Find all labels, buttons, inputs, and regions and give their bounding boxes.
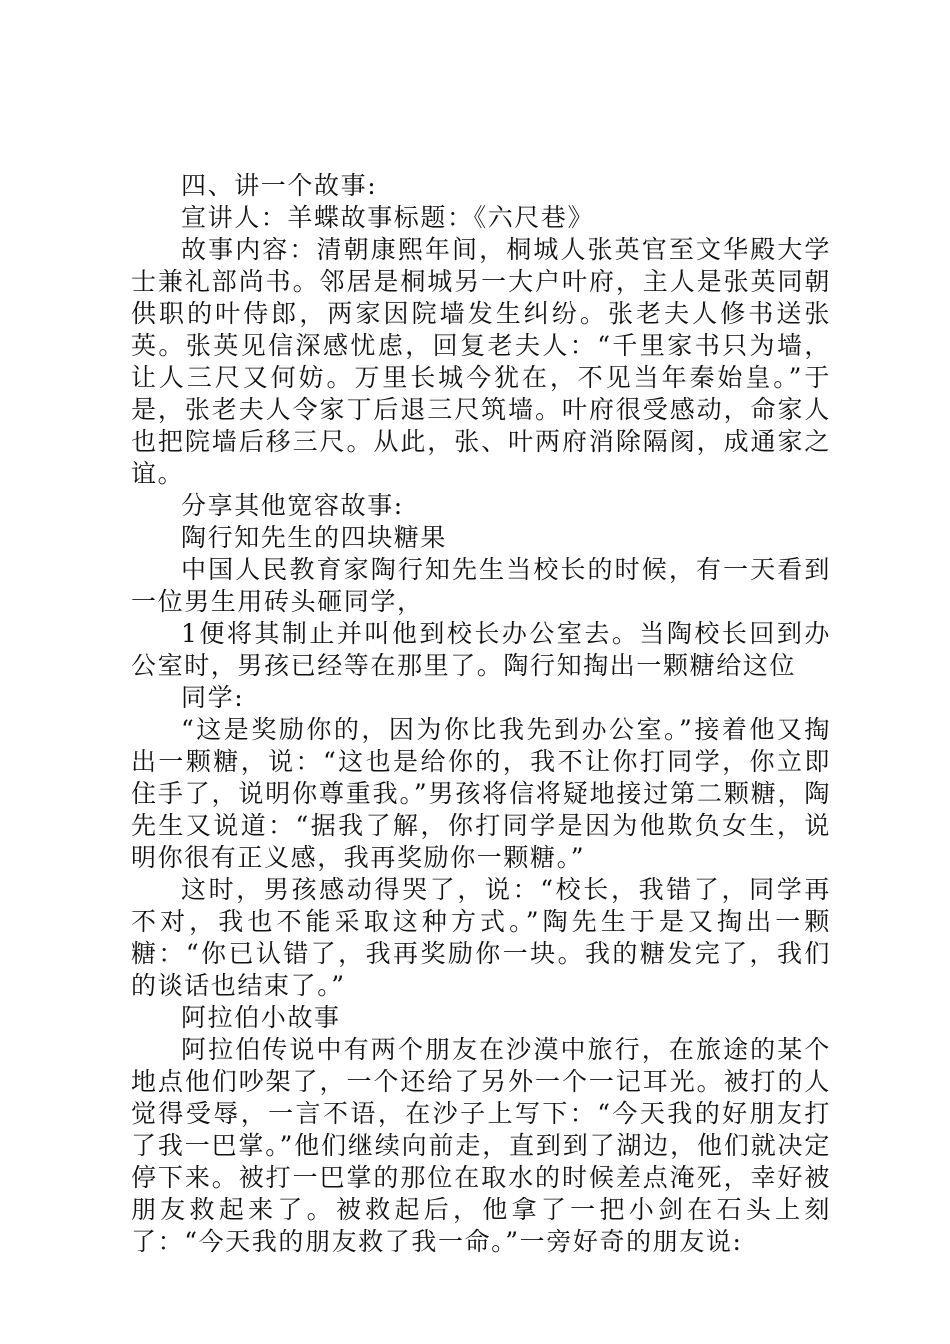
document-body xyxy=(131,170,831,1258)
subheading-other-stories: 分享其他宽容故事: xyxy=(181,491,404,520)
story-paragraph: 中国人民教育家陶行知先生当校长的时候，有一天看到一位男生用砖头砸同学， xyxy=(131,555,831,616)
story-content-paragraph: 故事内容：清朝康熙年间，桐城人张英官至文华殿大学士兼礼部尚书。邻居是桐城另一大户叶府，主人是张英同朝供职的叶侍郎，两家因院墙发生纠纷。张老夫人修书送张英。张英见信深感忧虑，回复老夫人：“千里家书只为墙，让人三尺又何妨。万里长城今犹在，不见当年秦始皇。”于是，张老夫人令家丁后退三尺筑墙。叶府很受感动，命家人也把院墙后移三尺。从此，张、叶两府消除隔阂，成通家之谊。 xyxy=(131,235,831,488)
story-paragraph: 阿拉伯传说中有两个朋友在沙漠中旅行，在旅途的某个地点他们吵架了，一个还给了另外一个一记耳光。被打的人觉得受辱，一言不语，在沙子上写下：“今天我的好朋友打了我一巴掌。”他们继续向前走，直到到了湖边，他们就决定停下来。被打一巴掌的那位在取水的时候差点淹死，幸好被朋友救起来了。被救起后，他拿了一把小剑在石头上刻了：“今天我的朋友救了我一命。”一旁好奇的朋友说: xyxy=(131,1035,831,1256)
story-paragraph: “这是奖励你的，因为你比我先到办公室。”接着他又掏出一颗糖，说：“这也是给你的，我不让你打同学，你立即住手了，说明你尊重我。”男孩将信将疑地接过第二颗糖，陶先生又说道：“据我了解，你打同学是因为他欺负女生，说明你很有正义感，我再奖励你一颗糖。” xyxy=(131,715,831,872)
story-paragraph: 这时，男孩感动得哭了，说：“校长，我错了，同学再不对，我也不能采取这种方式。”陶先生于是又掏出一颗糖：“你已认错了，我再奖励你一块。我的糖发完了，我们的谈话也结束了。” xyxy=(131,875,831,1000)
section-heading: 四、讲一个故事: xyxy=(181,171,378,200)
story-title-arabic: 阿拉伯小故事 xyxy=(181,1003,341,1032)
story-paragraph: 1便将其制止并叫他到校长办公室去。当陶校长回到办公室时，男孩已经等在那里了。陶行知掏出一颗糖给这位 xyxy=(131,619,831,680)
story-speaker-and-title: 宣讲人：羊蝶故事标题：《六尺巷》 xyxy=(181,203,595,232)
story-title-candies: 陶行知先生的四块糖果 xyxy=(181,523,448,552)
story-paragraph: 同学: xyxy=(181,683,245,712)
